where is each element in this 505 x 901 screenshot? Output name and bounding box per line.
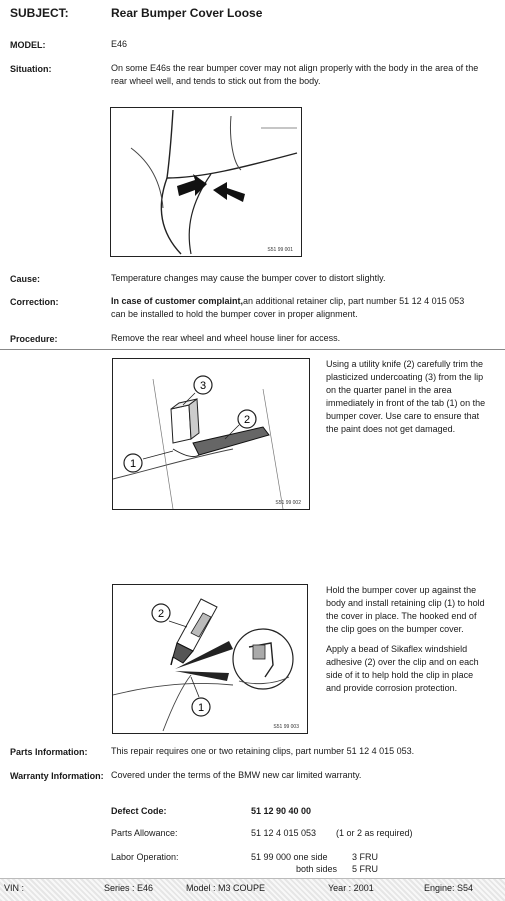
parts-allowance-label: Parts Allowance: [111,828,178,838]
year-field: Year : 2001 [328,883,374,893]
correction-bold: In case of customer complaint, [111,296,244,306]
labor-both-sides-fru: 5 FRU [352,864,379,874]
figure-wheel-well [110,107,302,257]
callout-2: 2 [243,414,251,426]
subject-title: Rear Bumper Cover Loose [111,6,263,20]
callout-1: 1 [129,458,137,470]
procedure-label: Procedure: [10,334,58,344]
step-2-line: Apply a bead of Sikaflex windshield [326,644,468,654]
callout-3: 3 [199,380,207,392]
model-field: Model : M3 COUPE [186,883,266,893]
defect-code-label: Defect Code: [111,806,167,816]
trim-illustration [113,359,309,509]
situation-label: Situation: [10,64,52,74]
series-field: Series : E46 [104,883,154,893]
step-2-line: Hold the bumper cover up against the [326,585,477,595]
figure-2-code: S51 99 002 [275,500,301,506]
step-1-line: immediately in front of the tab (1) on the [326,398,486,408]
clip-illustration [113,585,307,733]
defect-code-value: 51 12 90 40 00 [251,806,312,816]
correction-label: Correction: [10,297,59,307]
figure-1-code: S51 99 001 [267,247,293,253]
model-value: E46 [111,39,128,49]
parts-info-label: Parts Information: [10,747,88,757]
correction-line-1 [111,295,464,308]
step-2-line: side of it to help hold the clip in place [326,670,474,680]
labor-both-sides: both sides [296,864,338,874]
procedure-value: Remove the rear wheel and wheel house liner for access. [111,333,341,343]
step-2-line: the cover in place. The hooked end of [326,611,477,621]
warranty-info-value: Covered under the terms of the BMW new car limited warranty. [111,770,362,780]
step-1-line: Using a utility knife (2) carefully trim the [326,359,484,369]
step-1-line: plasticized undercoating (3) from the lip [326,372,484,382]
step-2-line: and provide corrosion protection. [326,683,458,693]
correction-rest: an additional retainer clip, part number 51 12 4 015 053 [243,296,465,306]
engine-field: Engine: S54 [424,883,474,893]
figure-install-clip [112,584,308,734]
cause-value: Temperature changes may cause the bumper cover to distort slightly. [111,273,386,283]
labor-operation-label: Labor Operation: [111,852,179,862]
figure-3-code: S51 99 003 [273,724,299,730]
step-2-line: adhesive (2) over the clip and on each [326,657,479,667]
parts-allowance-value: 51 12 4 015 053 [251,828,317,838]
callout-2: 2 [157,608,165,620]
labor-one-side: 51 99 000 one side [251,852,328,862]
step-2-line: body and install retaining clip (1) to hold [326,598,485,608]
step-1-line: bumper cover. Use care to ensure that [326,411,480,421]
vin-field: VIN : [4,883,25,893]
cause-label: Cause: [10,274,41,284]
callout-1: 1 [197,702,205,714]
divider [0,349,505,350]
subject-label: SUBJECT: [10,6,69,20]
parts-allowance-note: (1 or 2 as required) [336,828,413,838]
step-1-line: on the quarter panel in the area [326,385,452,395]
situation-line-1: On some E46s the rear bumper cover may not align properly with the body in the area of the [111,63,479,73]
step-2-text [326,584,502,695]
step-1-line: the paint does not get damaged. [326,424,456,434]
step-2-line: the clip goes on the bumper cover. [326,624,464,634]
situation-line-2: rear wheel well, and tends to stick out from the body. [111,76,321,86]
correction-line-2: can be installed to hold the bumper cover in proper alignment. [111,309,358,319]
parts-info-value: This repair requires one or two retaining clips, part number 51 12 4 015 053. [111,746,415,756]
step-1-text [326,358,502,436]
labor-one-side-fru: 3 FRU [352,852,379,862]
model-label: MODEL: [10,40,46,50]
warranty-info-label: Warranty Information: [10,771,104,781]
figure-trim-undercoating [112,358,310,510]
wheel-well-illustration [111,108,301,256]
